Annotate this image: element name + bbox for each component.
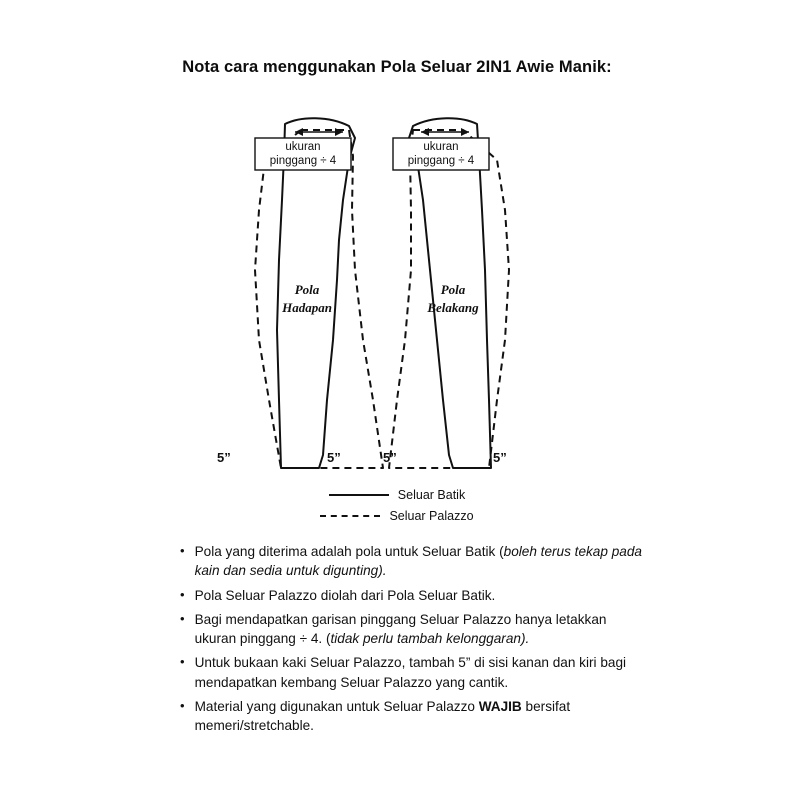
- note-part: bersifat memeri/stretchable.: [194, 699, 571, 734]
- note-part-italic: boleh terus tekap pada kain dan sedia untuk digunting).: [194, 544, 642, 579]
- hem-measurement-front-left: 5”: [217, 450, 231, 465]
- legend-swatch-solid-icon: [329, 494, 389, 496]
- legend-item: [320, 509, 473, 523]
- back-callout-line2: pinggang ÷ 4: [407, 155, 475, 167]
- bullet-icon: •: [180, 586, 185, 602]
- list-item: [178, 697, 648, 736]
- note-part: Pola yang diterima adalah pola untuk Seluar Batik (: [194, 544, 504, 559]
- legend-label-batik: Seluar Batik: [397, 488, 466, 502]
- page-title: Nota cara menggunakan Pola Seluar 2IN1 Awie Manik:: [182, 58, 612, 76]
- pattern-diagram: [197, 100, 597, 500]
- front-piece-label: [281, 282, 332, 315]
- note-part: Material yang digunakan untuk Seluar Palazzo: [194, 699, 479, 715]
- list-item: [178, 542, 648, 581]
- back-label-line1: Pola: [440, 282, 466, 297]
- front-callout-line1: ukuran: [285, 141, 321, 153]
- bullet-icon: •: [180, 543, 185, 558]
- back-piece-label: [426, 282, 479, 315]
- note-part: Untuk bukaan kaki Seluar Palazzo, tambah 5” di sisi kanan dan kiri bagi mendapatkan kembang Seluar Palazzo yang cantik.: [194, 655, 627, 690]
- note-text: [195, 586, 648, 605]
- hem-measurement-front-right: 5”: [327, 450, 341, 465]
- back-label-line2: Belakang: [427, 300, 479, 315]
- back-arrow-right-icon: [461, 128, 469, 136]
- legend-swatch-dashed-icon: [320, 515, 380, 517]
- back-palazzo-outline: [389, 130, 509, 468]
- note-text: [195, 653, 648, 692]
- bullet-icon: •: [180, 610, 185, 626]
- note-part: Bagi mendapatkan garisan pinggang Seluar Palazzo hanya letakkan ukuran pinggang ÷ 4. (: [194, 611, 607, 647]
- note-part-italic: tidak perlu tambah kelonggaran).: [330, 631, 530, 647]
- front-callout-line2: pinggang ÷ 4: [269, 155, 337, 167]
- list-item: [178, 653, 648, 692]
- list-item: [178, 586, 648, 605]
- front-palazzo-outline: [255, 130, 383, 468]
- note-text: [195, 542, 648, 581]
- note-text: [195, 610, 648, 649]
- bullet-icon: •: [180, 654, 185, 670]
- front-label-line2: Hadapan: [282, 300, 332, 315]
- note-text: [195, 697, 648, 736]
- bullet-icon: •: [180, 698, 185, 714]
- hem-measurement-back-left: 5”: [383, 450, 397, 465]
- legend-item: [329, 488, 465, 502]
- front-label-line1: Pola: [294, 282, 320, 297]
- legend-label-palazzo: Seluar Palazzo: [389, 509, 474, 523]
- note-part: Pola Seluar Palazzo diolah dari Pola Seluar Batik.: [194, 587, 496, 603]
- back-callout-line1: ukuran: [423, 141, 459, 153]
- list-item: [178, 610, 648, 649]
- front-waist-callout: [255, 128, 351, 170]
- legend: [0, 488, 794, 523]
- notes-list: [178, 542, 648, 741]
- back-waist-callout: [393, 128, 489, 170]
- hem-measurement-back-right: 5”: [493, 450, 507, 465]
- note-part-bold: WAJIB: [478, 699, 522, 715]
